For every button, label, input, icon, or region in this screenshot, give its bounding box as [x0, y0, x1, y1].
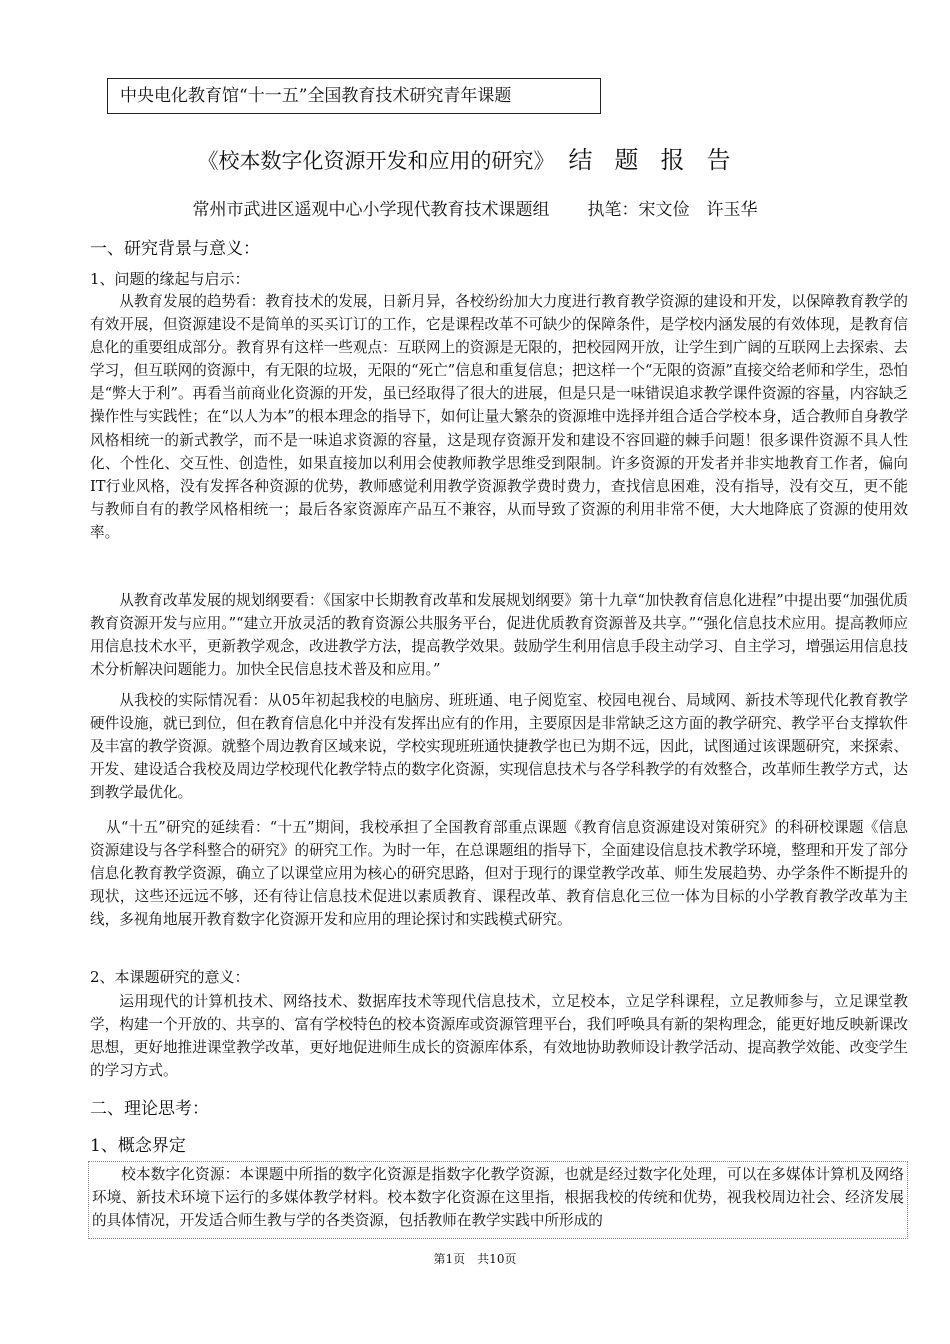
section-2-heading: 二、理论思考：: [90, 1099, 209, 1119]
paragraph-definition: 校本数字化资源：本课题中所指的数字化资源是指数字化教学资源，也就是经过数字化处理，可以在多媒体计算机及网络环境、新技术环境下运行的多媒体教学材料。校本数字化资源在这里指，根据我校的传统和优势，视我校周边社会、经济发展的具体情况，开发适合师生教与学的各类资源，包括教师在教学实践中所形成的: [92, 1166, 904, 1230]
paragraph-trend: 从教育发展的趋势看：教育技术的发展，日新月异，各校纷纷加大力度进行教育教学资源的建设和开发，以保障教育教学的有效开展，但资源建设不是简单的买买订订的工作，它是课程改革不可缺少的保障条件，是学校内涵发展的有效体现，是教育信息化的重要组成部分。教育界有这样一些观点：互联网上的资源是无限的，把校园网开放，让学生到广阔的互联网上去探索、去学习，但互联网的资源中，有无限的垃圾，无限的“死亡”信息和重复信息；把这样一个“无限的资源”直接交给老师和学生，恐怕是“弊大于利”。再看当前商业化资源的开发，虽已经取得了很大的进展，但是只是一味错误追求教学课件资源的容量，内容缺乏操作性与实践性；在“以人为本”的根本理念的指导下，如何让量大繁杂的资源堆中选择并组合适合学校本身，适合教师自身教学风格相统一的新式教学，而不是一味追求资源的容量，这是现存资源开发和建设不容回避的棘手问题！很多课件资源不具人性化、个性化、交互性、创造性，如果直接加以利用会使教师教学思维受到限制。许多资源的开发者并非实地教育工作者，偏向IT行业风格，没有发挥各种资源的优势，教师感觉利用教学资源教学费时费力，查找信息困难，没有指导，没有交互，更不能与教师自有的教学风格相统一；最后各家资源库产品互不兼容，从而导致了资源的利用非常不便，大大地降底了资源的使用效率。: [90, 293, 908, 541]
section-1-sub-2: 2、本课题研究的意义：: [90, 968, 250, 986]
paragraph-reform-plan: 从教育改革发展的规划纲要看：《国家中长期教育改革和发展规划纲要》第十九章“加快教育信息化进程”中提出要“加强优质教育资源开发与应用。”“建立开放灵活的教育资源公共服务平台，促进优质教育资源普及共享。”“强化信息技术应用。提高教师应用信息技术水平，更新教学观念，改进教学方法，提高教学效果。鼓励学生利用信息手段主动学习、自主学习，增强运用信息技术分析解决问题能力。加快全民信息技术普及和应用。”: [90, 592, 908, 679]
authors: 执笔：宋文俭 许玉华: [587, 200, 758, 220]
report-byline: [0, 195, 950, 220]
page-footer: 第1页 共10页: [433, 1252, 517, 1266]
research-group: 常州市武进区遥观中心小学现代教育技术课题组: [192, 200, 550, 220]
paragraph-continuation: 从“十五”研究的延续看：“十五”期间，我校承担了全国教育部重点课题《教育信息资源建设对策研究》的科研校课题《信息资源建设与各学科整合的研究》的研究工作。为时一年，在总课题组的指导下，全面建设信息技术教学环境，整理和开发了部分信息化教育教学资源，确立了以课堂应用为核心的研究思路，但对于现行的课堂教学改革、师生发展趋势、办学条件不断提升的现状，这些还远远不够，还有待让信息技术促进以素质教育、课程改革、教育信息化三位一体为目标的小学教育教学改革为主线，多视角地展开教育数字化资源开发和应用的理论探讨和实践模式研究。: [90, 819, 908, 929]
section-2-sub-1: 1、概念界定: [90, 1136, 186, 1156]
report-title-suffix: 结题报告: [568, 146, 753, 174]
section-1-heading: 一、研究背景与意义：: [90, 239, 260, 259]
section-1-sub-1: 1、问题的缘起与启示：: [90, 270, 250, 288]
paragraph-significance: 运用现代的计算机技术、网络技术、数据库技术等现代信息技术，立足校本，立足学科课程，立足教师参与，立足课堂教学，构建一个开放的、共享的、富有学校特色的校本资源库或资源管理平台，我们呼唤具有新的架构理念，能更好地反映新课改思想，更好地推进课堂教学改革，更好地促进师生成长的资源库体系，有效地协助教师设计教学活动、提高教学效能、改变学生的学习方式。: [90, 993, 908, 1080]
report-title: [0, 140, 950, 175]
report-title-main: 《校本数字化资源开发和应用的研究》: [197, 149, 555, 173]
paragraph-school-situation: 从我校的实际情况看：从05年初起我校的电脑房、班班通、电子阅览室、校园电视台、局域网、新技术等现代化教育教学硬件设施，就已到位，但在教育信息化中并没有发挥出应有的作用，主要原因是非常缺乏这方面的教学研究、教学平台支撑软件及丰富的教学资源。就整个周边教育区域来说，学校实现班班通快捷教学也已为期不远，因此，试图通过该课题研究，来探索、开发、建设适合我校及周边学校现代化教学特点的数字化资源，实现信息技术与各学科教学的有效整合，改革师生教学方式，达到教学最优化。: [90, 692, 908, 802]
project-label-box: 中央电化教育馆“十一五”全国教育技术研究青年课题: [107, 78, 601, 114]
definition-box: [88, 1161, 908, 1239]
